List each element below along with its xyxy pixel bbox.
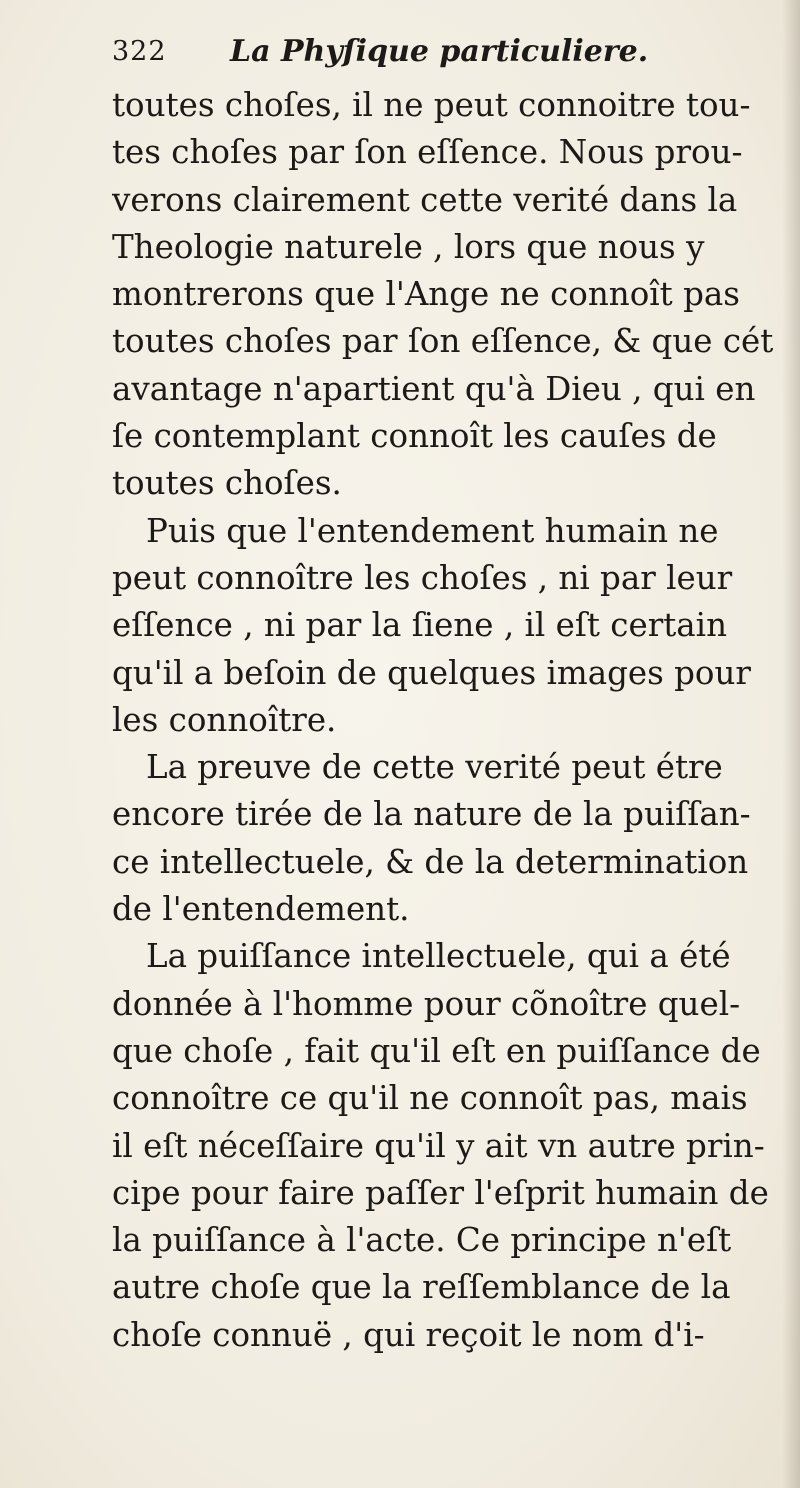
text-line: toutes choſes, il ne peut connoitre tou-	[112, 86, 751, 124]
text-line: verons clairement cette verité dans la	[112, 180, 738, 219]
text-line: il eſt néceſſaire qu'il y ait vn autre prin-	[112, 1126, 765, 1165]
text-line: peut connoître les choſes , ni par leur	[112, 558, 733, 597]
running-title: La Phyſique particuliere.	[230, 34, 649, 69]
text-line: tes choſes par ſon eſſence. Nous prou-	[112, 133, 743, 172]
text-line: de l'entendement.	[112, 890, 410, 929]
paragraph-start-line: La preuve de cette verité peut étre	[146, 748, 723, 787]
body-text	[112, 82, 792, 1359]
text-line: toutes choſes.	[112, 464, 342, 503]
text-line: connoître ce qu'il ne connoît pas, mais	[112, 1079, 748, 1118]
text-line: qu'il a beſoin de quelques images pour	[112, 653, 751, 692]
text-line: donnée à l'homme pour cõnoître quel-	[112, 984, 741, 1023]
page-header	[112, 34, 672, 74]
text-line: la puiſſance à l'acte. Ce principe n'eſt	[112, 1221, 732, 1260]
text-line: les connoître.	[112, 700, 337, 739]
page-number: 322	[112, 36, 167, 67]
text-line: montrerons que l'Ange ne connoît pas	[112, 275, 740, 314]
text-line: que choſe , fait qu'il eſt en puiſſance de	[112, 1031, 761, 1070]
text-line: encore tirée de la nature de la puiſſan-	[112, 795, 751, 834]
paragraph-start-line: Puis que l'entendement humain ne	[146, 511, 719, 550]
text-line: Theologie naturele , lors que nous y	[112, 227, 705, 266]
text-line: toutes choſes par ſon eſſence, & que cét	[112, 322, 774, 361]
text-line: choſe connuë , qui reçoit le nom d'i-	[112, 1315, 705, 1354]
paragraph-start-line: La puiſſance intellectuele, qui a été	[146, 937, 731, 976]
text-line: ſe contemplant connoît les cauſes de	[112, 417, 717, 456]
text-line: autre choſe que la reſſemblance de la	[112, 1268, 731, 1307]
text-line: cipe pour faire paſſer l'eſprit humain de	[112, 1173, 769, 1212]
text-line: eſſence , ni par la ſiene , il eſt certain	[112, 606, 728, 645]
text-line: avantage n'apartient qu'à Dieu , qui en	[112, 369, 756, 408]
text-line: ce intellectuele, & de la determination	[112, 842, 749, 881]
